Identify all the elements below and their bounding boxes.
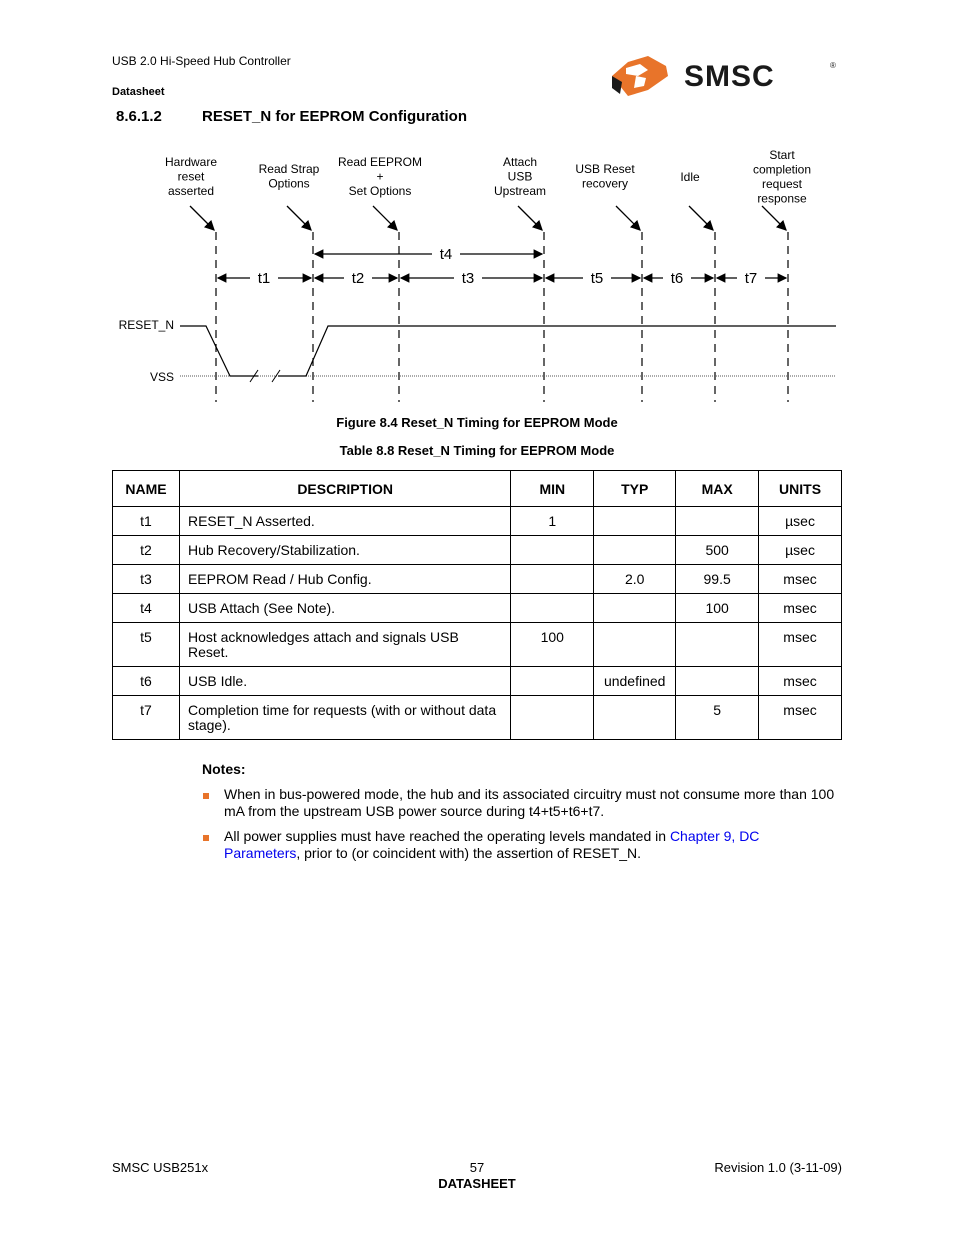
event-label: recovery	[581, 176, 629, 191]
event-label: reset	[177, 169, 205, 184]
cell-typ: 2.0	[594, 565, 676, 594]
cell-min	[511, 565, 594, 594]
notes-title: Notes:	[202, 761, 246, 777]
cell-name: t3	[113, 565, 180, 594]
cell-description: Host acknowledges attach and signals USB Reset.	[179, 623, 510, 667]
interval-label: t6	[670, 270, 684, 287]
cell-typ	[594, 696, 676, 740]
event-label: asserted	[167, 184, 215, 198]
cell-name: t7	[113, 696, 180, 740]
cell-max	[676, 667, 759, 696]
cell-max: 100	[676, 594, 759, 623]
cell-min: 100	[511, 623, 594, 667]
event-label: USB	[507, 169, 533, 184]
interval-label: t5	[590, 270, 604, 287]
table-row	[113, 594, 842, 623]
event-label: response	[757, 191, 807, 206]
cell-min	[511, 696, 594, 740]
table-caption: Table 8.8 Reset_N Timing for EEPROM Mode	[339, 443, 615, 458]
cell-max: 500	[676, 536, 759, 565]
cell-min: 1	[511, 507, 594, 536]
interval-label: t1	[257, 270, 271, 287]
cell-typ	[594, 536, 676, 565]
table-row	[113, 507, 842, 536]
cell-max	[676, 507, 759, 536]
event-label: Attach	[502, 155, 538, 169]
event-label: +	[376, 169, 384, 184]
cell-name: t1	[113, 507, 180, 536]
cell-min	[511, 667, 594, 696]
event-label: Set Options	[348, 184, 412, 198]
interval-label: t2	[351, 270, 365, 287]
cell-name: t2	[113, 536, 180, 565]
event-label: Upstream	[493, 184, 547, 198]
event-label: USB Reset	[575, 162, 635, 176]
interval-label: t4	[439, 246, 453, 263]
cell-units: msec	[759, 565, 842, 594]
event-label: Read Strap	[258, 162, 320, 176]
doc-type: Datasheet	[112, 86, 165, 98]
ground-label: VSS	[149, 370, 174, 384]
event-arrow	[190, 206, 214, 230]
header-description: DESCRIPTION	[179, 471, 510, 507]
cell-description: Completion time for requests (with or without data stage).	[179, 696, 510, 740]
signal-label: RESET_N	[118, 318, 174, 332]
event-label: request	[761, 177, 803, 191]
event-arrow	[373, 206, 397, 230]
footer-revision: Revision 1.0 (3-11-09)	[714, 1160, 842, 1175]
note-2-text: All power supplies must have reached the operating levels mandated in	[224, 828, 670, 844]
cell-typ	[594, 623, 676, 667]
footer-page-number: 57	[469, 1160, 485, 1175]
cell-name: t4	[113, 594, 180, 623]
cell-description: USB Attach (See Note).	[179, 594, 510, 623]
cell-units: msec	[759, 696, 842, 740]
cell-units: msec	[759, 667, 842, 696]
cell-description: RESET_N Asserted.	[179, 507, 510, 536]
cell-typ	[594, 507, 676, 536]
cell-description: Hub Recovery/Stabilization.	[179, 536, 510, 565]
interval-label: t3	[461, 270, 475, 287]
table-row	[113, 667, 842, 696]
table-header-row	[113, 471, 842, 507]
section-title: RESET_N for EEPROM Configuration	[202, 108, 468, 125]
header-min: MIN	[511, 471, 594, 507]
header-max: MAX	[676, 471, 759, 507]
reset-n-waveform-low	[180, 326, 258, 376]
table-row	[113, 565, 842, 594]
header-name: NAME	[113, 471, 180, 507]
cell-min	[511, 594, 594, 623]
header-units: UNITS	[759, 471, 842, 507]
logo-registered: ®	[830, 61, 836, 70]
event-arrow	[518, 206, 542, 230]
event-label: Hardware	[164, 155, 218, 169]
footer-product: SMSC USB251x	[112, 1160, 209, 1175]
cell-max: 99.5	[676, 565, 759, 594]
figure-caption: Figure 8.4 Reset_N Timing for EEPROM Mode	[336, 415, 618, 430]
smsc-logo	[608, 54, 840, 98]
cell-description: USB Idle.	[179, 667, 510, 696]
cell-max	[676, 623, 759, 667]
chapter-9-link[interactable]: Chapter 9, DC Parameters	[224, 828, 760, 861]
event-arrow	[616, 206, 640, 230]
cell-name: t5	[113, 623, 180, 667]
timing-table	[112, 470, 842, 740]
doc-title: USB 2.0 Hi-Speed Hub Controller	[112, 54, 291, 68]
interval-label: t7	[744, 270, 758, 287]
table-row	[113, 696, 842, 740]
cell-units: msec	[759, 623, 842, 667]
cell-name: t6	[113, 667, 180, 696]
table-row	[113, 536, 842, 565]
footer-datasheet: DATASHEET	[438, 1176, 516, 1191]
note-1: When in bus-powered mode, the hub and its associated circuitry must not consume more than 100 mA from the upstream USB power source during t4+t5+t6+t7.	[224, 786, 835, 819]
timing-diagram	[0, 140, 954, 410]
note-2-text-end: , prior to (or coincident with) the assertion of RESET_N.	[296, 845, 642, 861]
event-label: Read EEPROM	[337, 155, 423, 169]
cell-units: µsec	[759, 536, 842, 565]
cell-typ: undefined	[594, 667, 676, 696]
section-number: 8.6.1.2	[116, 108, 162, 125]
cell-min	[511, 536, 594, 565]
cell-max: 5	[676, 696, 759, 740]
cell-units: µsec	[759, 507, 842, 536]
bullet-icon	[203, 835, 209, 841]
table-row	[113, 623, 842, 667]
reset-n-waveform-high	[278, 326, 836, 376]
bullet-icon	[203, 793, 209, 799]
cell-typ	[594, 594, 676, 623]
cell-description: EEPROM Read / Hub Config.	[179, 565, 510, 594]
event-label: Idle	[680, 170, 700, 184]
event-arrow	[689, 206, 713, 230]
event-arrow	[287, 206, 311, 230]
header-typ: TYP	[594, 471, 676, 507]
note-2	[224, 828, 838, 862]
logo-text: SMSC	[684, 60, 775, 93]
event-arrow	[762, 206, 786, 230]
event-label: Options	[268, 176, 310, 191]
cell-units: msec	[759, 594, 842, 623]
event-label: Start	[769, 148, 795, 162]
event-label: completion	[752, 162, 812, 177]
